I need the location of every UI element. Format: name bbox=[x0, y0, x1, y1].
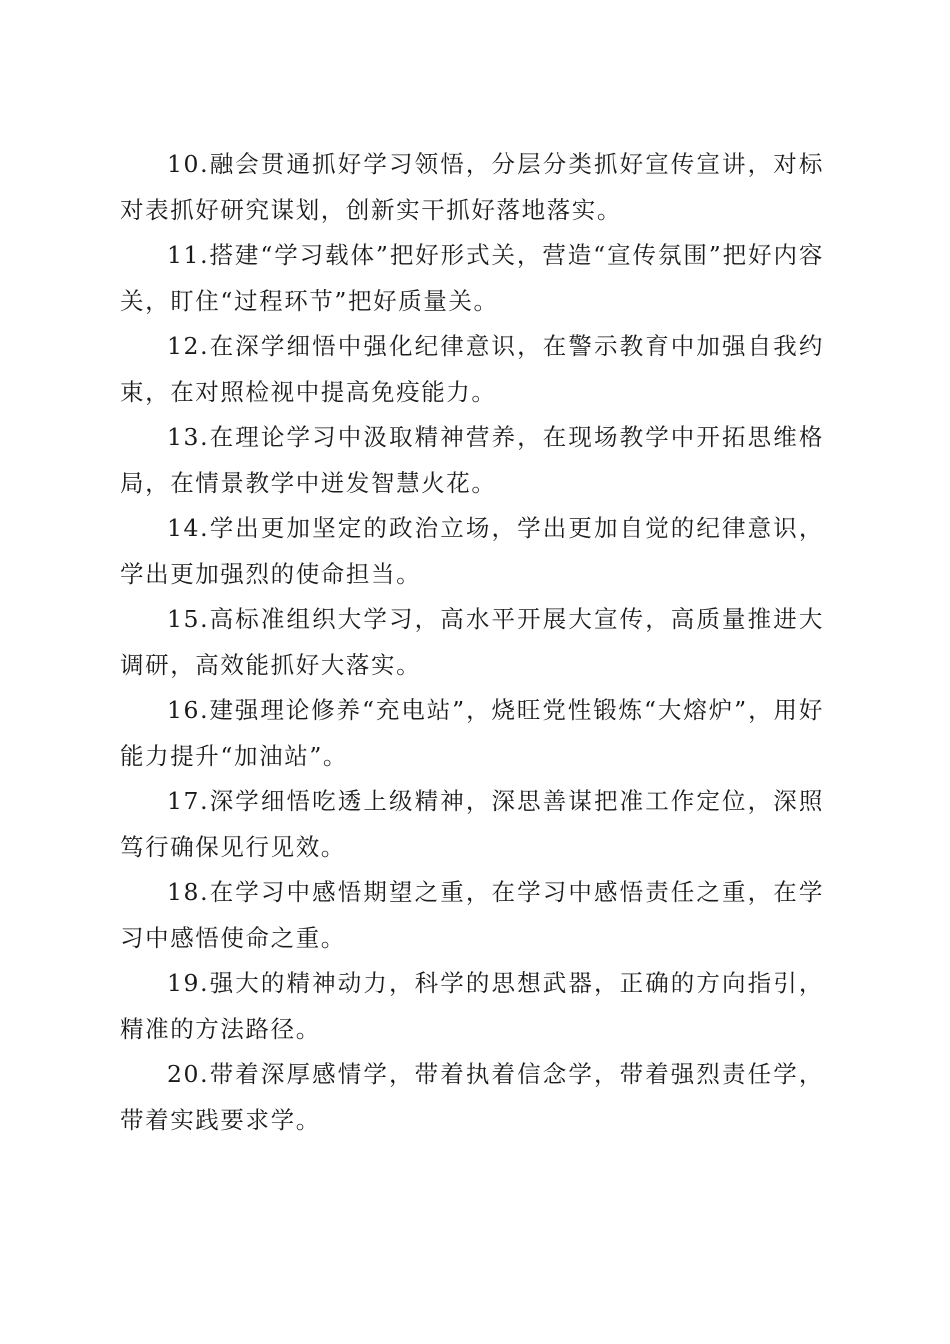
paragraph-15: 15.高标准组织大学习，高水平开展大宣传，高质量推进大调研，高效能抓好大落实。 bbox=[120, 605, 824, 679]
paragraph-20: 20.带着深厚感情学，带着执着信念学，带着强烈责任学，带着实践要求学。 bbox=[120, 1060, 824, 1134]
paragraph-10: 10.融会贯通抓好学习领悟，分层分类抓好宣传宣讲，对标对表抓好研究谋划，创新实干抓好落地落实。 bbox=[120, 150, 824, 224]
paragraph-18: 18.在学习中感悟期望之重，在学习中感悟责任之重，在学习中感悟使命之重。 bbox=[120, 878, 824, 952]
paragraph-17: 17.深学细悟吃透上级精神，深思善谋把准工作定位，深照笃行确保见行见效。 bbox=[120, 787, 824, 861]
paragraph-12: 12.在深学细悟中强化纪律意识，在警示教育中加强自我约束，在对照检视中提高免疫能力。 bbox=[120, 332, 824, 406]
paragraph-19: 19.强大的精神动力，科学的思想武器，正确的方向指引，精准的方法路径。 bbox=[120, 969, 824, 1043]
paragraph-11: 11.搭建“学习载体”把好形式关，营造“宣传氛围”把好内容关，盯住“过程环节”把好质量关。 bbox=[120, 241, 824, 315]
paragraph-14: 14.学出更加坚定的政治立场，学出更加自觉的纪律意识，学出更加强烈的使命担当。 bbox=[120, 514, 824, 588]
paragraph-13: 13.在理论学习中汲取精神营养，在现场教学中开拓思维格局，在情景教学中迸发智慧火花。 bbox=[120, 423, 824, 497]
document-body bbox=[120, 142, 824, 1143]
paragraph-16: 16.建强理论修养“充电站”，烧旺党性锻炼“大熔炉”，用好能力提升“加油站”。 bbox=[120, 696, 824, 770]
